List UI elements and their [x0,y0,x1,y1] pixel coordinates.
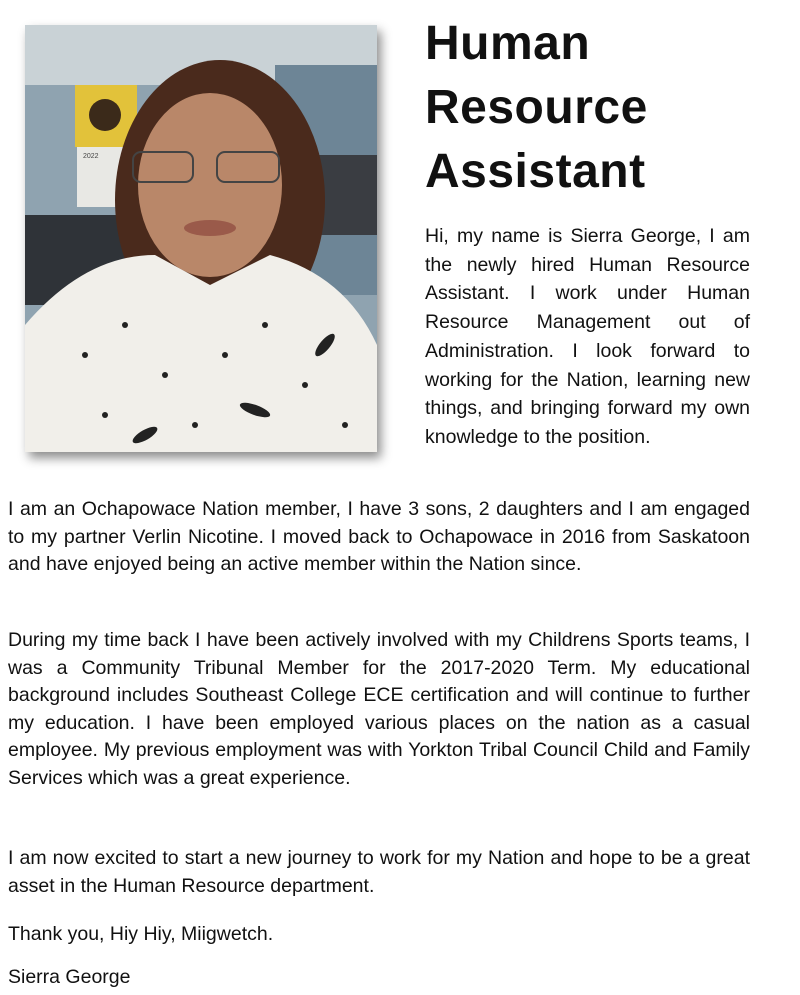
intro-paragraph: Hi, my name is Sierra George, I am the newly hired Human Resource Assistant. I work under Human Resource Management out of Administration. I look forward to working for the Nation, learning new things, and bringing forward my own knowledge to the position. [425,225,750,448]
profile-photo [25,25,377,452]
closing-line: Thank you, Hiy Hiy, Miigwetch. [8,923,274,945]
title-line: Human [425,17,591,70]
title-line: Assistant [425,145,646,198]
body-paragraph: I am an Ochapowace Nation member, I have 3 sons, 2 daughters and I am engaged to my partner Verlin Nicotine. I moved back to Ochapowace in 2016 from Saskatoon and have enjoyed being an active member within the Nation since. [8,498,750,575]
title-line: Resource [425,81,648,134]
page-title [425,12,648,204]
body-paragraph: During my time back I have been actively involved with my Childrens Sports teams, I was a Community Tribunal Member for the 2017-2020 Term. My educational background includes Southeast College ECE certification and will continue to further my education. I have been employed various places on the nation as a casual employee. My previous employment was with Yorkton Tribal Council Child and Family Services which was a great experience. [8,629,750,789]
signature: Sierra George [8,966,131,988]
body-paragraph: I am now excited to start a new journey to work for my Nation and hope to be a great asset in the Human Resource department. [8,847,750,897]
svg-text:2022: 2022 [83,153,99,160]
